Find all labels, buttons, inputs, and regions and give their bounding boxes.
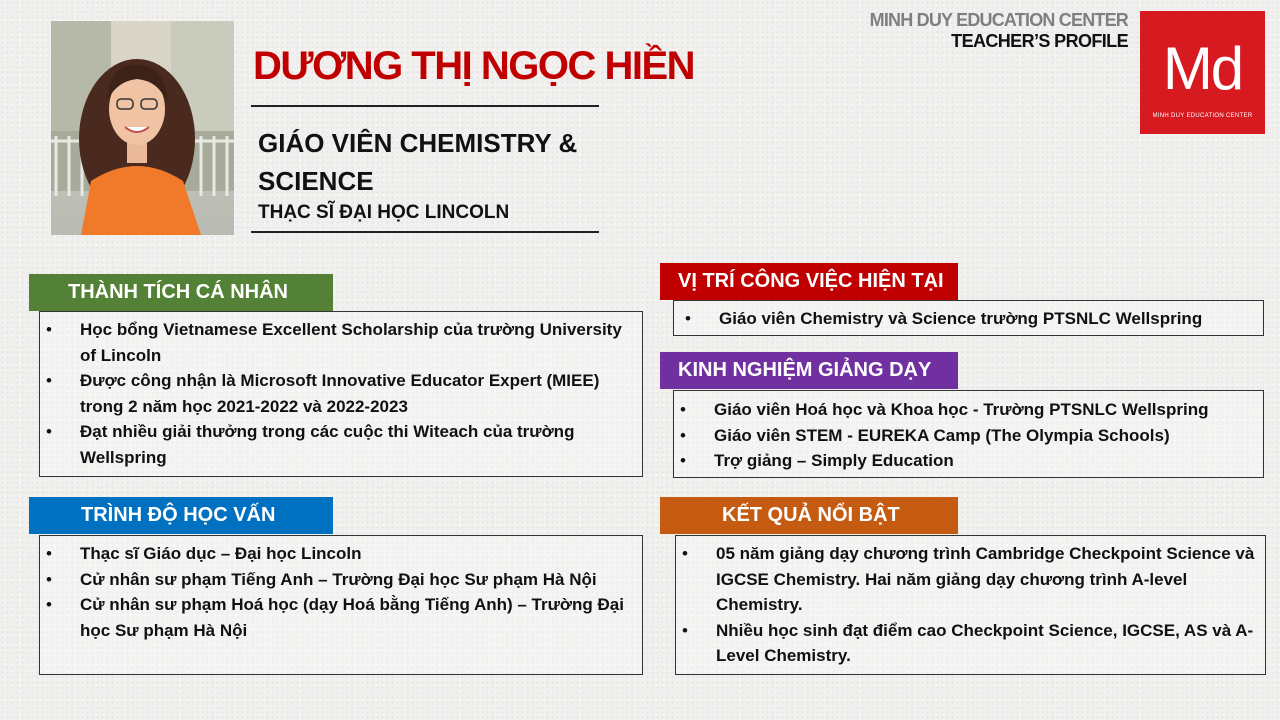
degree-divider [251,231,599,233]
list-item: • 05 năm giảng dạy chương trình Cambridge Checkpoint Science và IGCSE Chemistry. Hai năm giảng dạy chương trình A-level Chemistry. [716,541,1255,618]
teaching-experience-box [673,390,1264,478]
center-logo [1140,11,1265,134]
current-position-header: VỊ TRÍ CÔNG VIỆC HIỆN TẠI [660,263,958,300]
current-position-list [719,306,1253,332]
teacher-photo [51,21,234,235]
teacher-name: DƯƠNG THỊ NGỌC HIỀN [253,44,695,88]
list-item: • Thạc sĩ Giáo dục – Đại học Lincoln [80,541,632,567]
teacher-degree: THẠC SĨ ĐẠI HỌC LINCOLN [258,202,510,223]
list-item: • Đạt nhiều giải thưởng trong các cuộc thi Witeach của trường Wellspring [80,419,632,470]
list-item: • Trợ giảng – Simply Education [714,448,1253,474]
list-item: • Cử nhân sư phạm Tiếng Anh – Trường Đại học Sư phạm Hà Nội [80,567,632,593]
achievements-header: THÀNH TÍCH CÁ NHÂN [29,274,333,311]
profile-label: TEACHER’S PROFILE [951,31,1128,51]
center-name: MINH DUY EDUCATION CENTER [869,10,1128,30]
education-list [80,541,632,643]
list-item: • Giáo viên STEM - EUREKA Camp (The Olympia Schools) [714,423,1253,449]
education-header: TRÌNH ĐỘ HỌC VẤN [29,497,333,534]
list-item: • Giáo viên Chemistry và Science trường PTSNLC Wellspring [719,306,1253,332]
logo-mark: Md [1162,35,1243,102]
current-position-box [673,300,1264,336]
teacher-role: GIÁO VIÊN CHEMISTRY & SCIENCE [258,128,578,196]
logo-subtext: MINH DUY EDUCATION CENTER [1152,113,1253,119]
achievements-box [39,311,643,477]
education-box [39,535,643,675]
teaching-experience-header: KINH NGHIỆM GIẢNG DẠY [660,352,958,389]
teaching-experience-list [714,397,1253,474]
list-item: • Được công nhận là Microsoft Innovative Educator Expert (MIEE) trong 2 năm học 2021-2022 và 2022-2023 [80,368,632,419]
highlights-box [675,535,1266,675]
highlights-header: KẾT QUẢ NỔI BẬT [660,497,958,534]
achievements-list [80,317,632,470]
highlights-list [716,541,1255,669]
list-item: • Giáo viên Hoá học và Khoa học - Trường PTSNLC Wellspring [714,397,1253,423]
list-item: • Học bổng Vietnamese Excellent Scholarship của trường University of Lincoln [80,317,632,368]
list-item: • Cử nhân sư phạm Hoá học (dạy Hoá bằng Tiếng Anh) – Trường Đại học Sư phạm Hà Nội [80,592,632,643]
name-divider [251,105,599,107]
list-item: • Nhiều học sinh đạt điểm cao Checkpoint Science, IGCSE, AS và A-Level Chemistry. [716,618,1255,669]
